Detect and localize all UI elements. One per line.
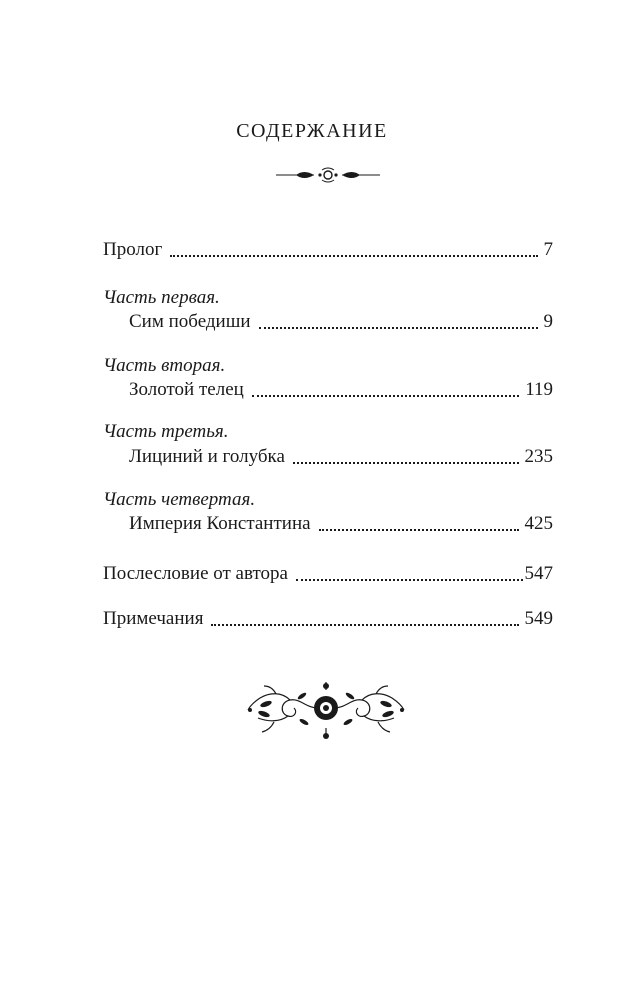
toc-entry-title: Пролог: [103, 239, 163, 260]
dot-leader: [211, 624, 518, 626]
toc-page-number: 9: [543, 311, 553, 332]
toc-entry-title: Лициний и голубка: [129, 446, 285, 467]
toc-page-number: 549: [524, 608, 553, 629]
page-title: СОДЕРЖАНИЕ: [236, 120, 388, 142]
toc-entry-title: Империя Константина: [129, 513, 311, 534]
toc-entry-afterword[interactable]: [103, 561, 553, 587]
toc-page-number: 547: [524, 563, 553, 584]
toc-entry-prologue[interactable]: [103, 237, 553, 263]
toc-part-label: Часть первая.: [103, 287, 220, 308]
dot-leader: [170, 255, 537, 257]
toc-part-label: Часть вторая.: [103, 355, 226, 376]
dot-leader: [259, 327, 538, 329]
floral-ornament: [246, 678, 406, 742]
toc-entry-part-2[interactable]: [129, 377, 553, 403]
title-divider-ornament: [276, 166, 380, 184]
toc-entry-title: Послесловие от автора: [103, 563, 288, 584]
dot-leader: [296, 579, 523, 581]
toc-part-label: Часть четвертая.: [103, 489, 256, 510]
toc-entry-part-1[interactable]: [129, 309, 553, 335]
toc-entry-notes[interactable]: [103, 606, 553, 632]
dot-leader: [293, 462, 519, 464]
toc-page-number: 7: [543, 239, 553, 260]
toc-page-number: 235: [524, 446, 553, 467]
toc-part-label: Часть третья.: [103, 421, 229, 442]
toc-entry-title: Примечания: [103, 608, 204, 629]
toc-page-number: 425: [524, 513, 553, 534]
toc-entry-part-3[interactable]: [129, 444, 553, 470]
toc-entry-title: Золотой телец: [129, 379, 244, 400]
toc-entry-title: Сим победиши: [129, 311, 251, 332]
toc-entry-part-4[interactable]: [129, 511, 553, 537]
dot-leader: [319, 529, 519, 531]
toc-page-number: 119: [525, 379, 553, 400]
dot-leader: [252, 395, 519, 397]
